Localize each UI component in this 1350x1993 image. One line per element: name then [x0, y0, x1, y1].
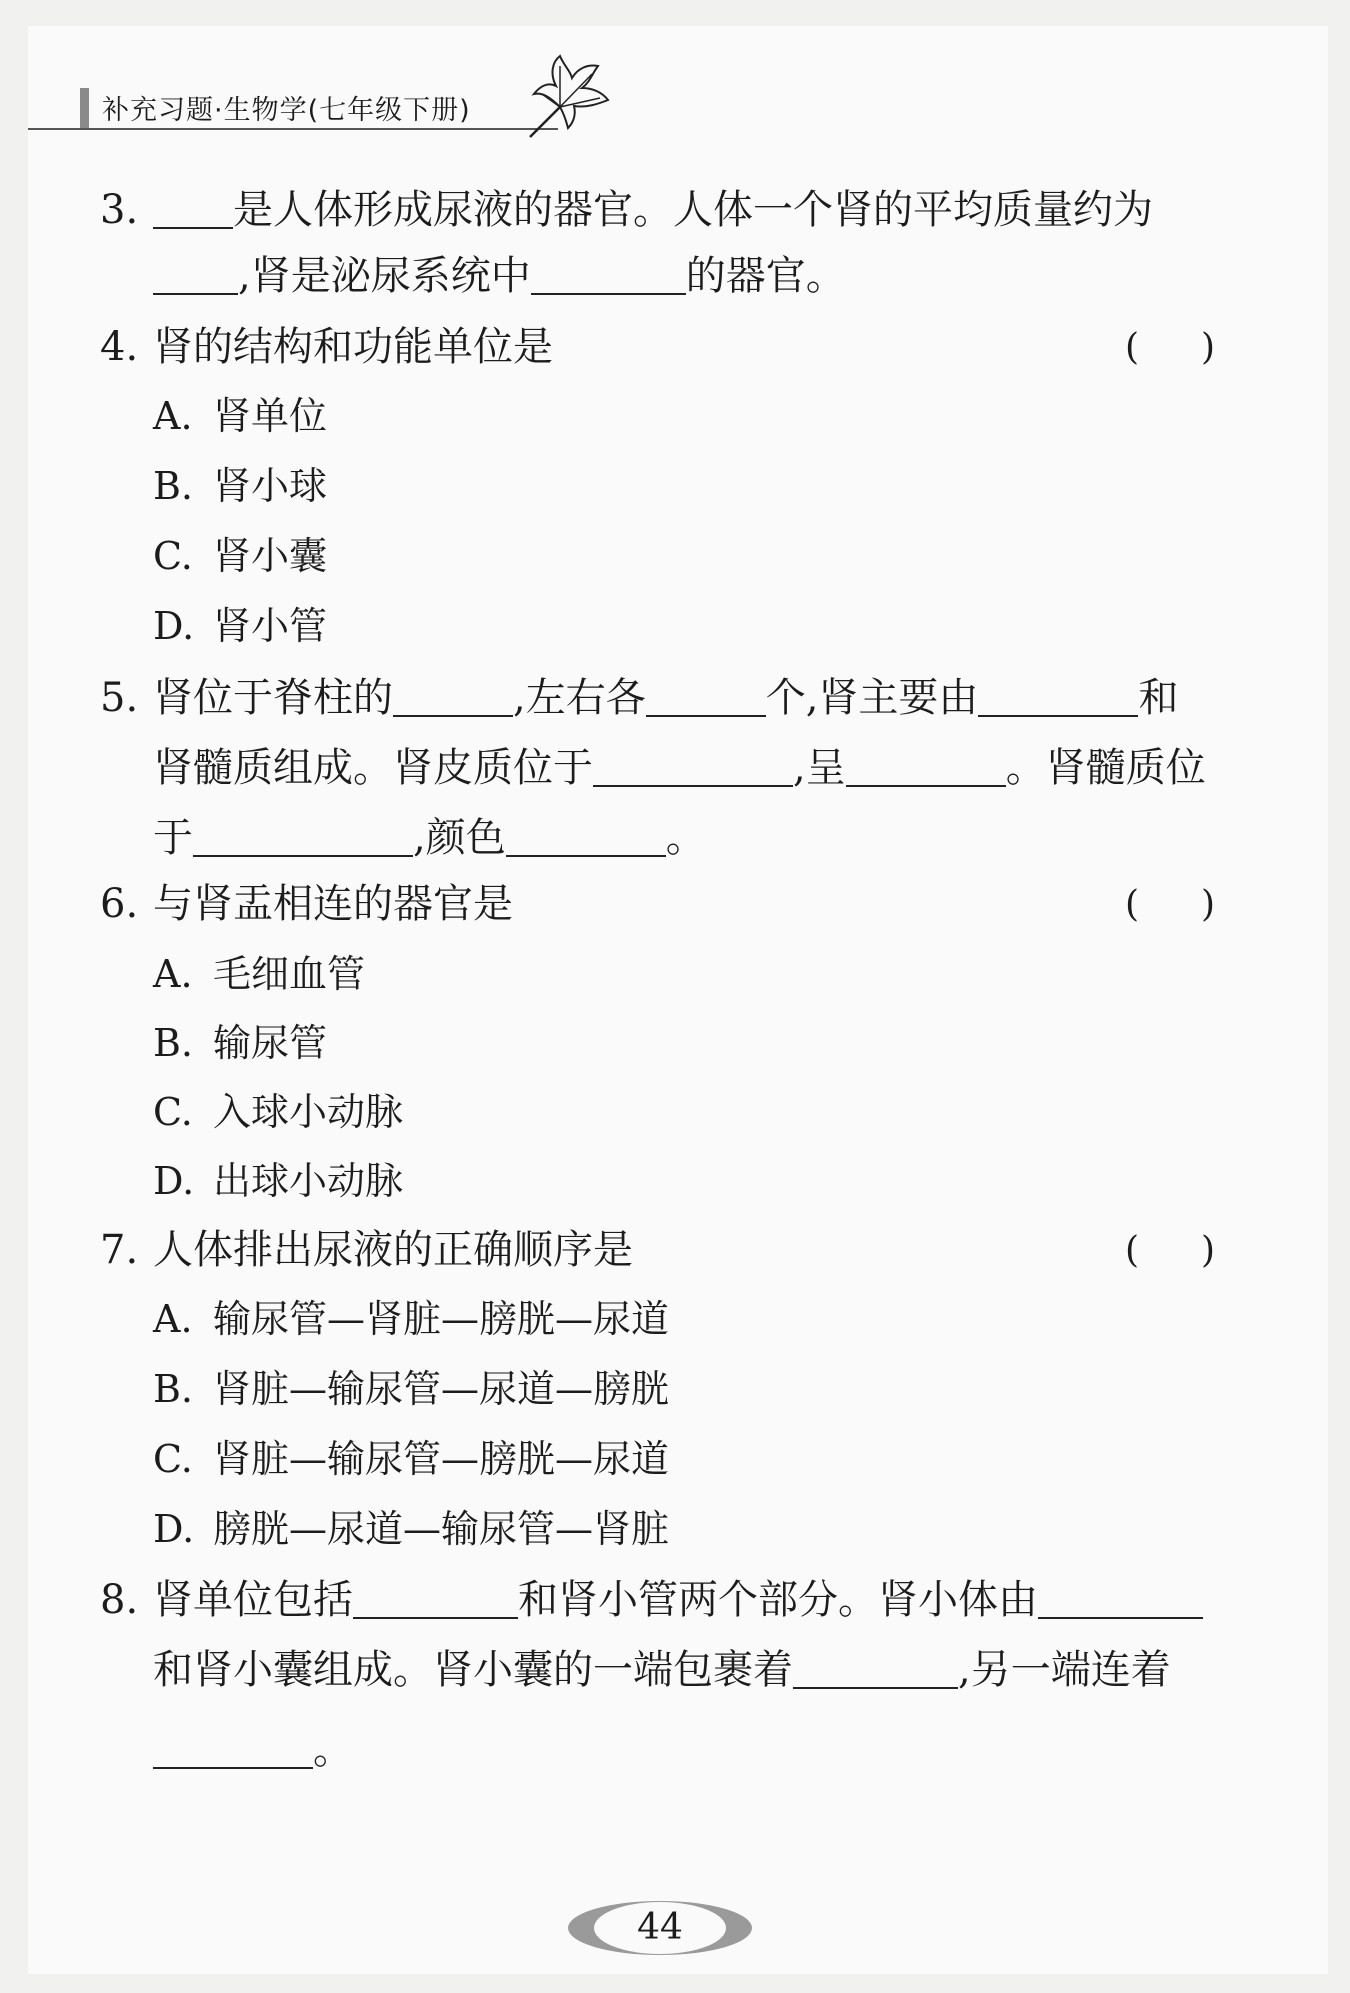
answer-blank[interactable] — [978, 681, 1138, 717]
option-a[interactable]: A. 肾单位 — [153, 394, 328, 438]
option-b[interactable]: B. 肾脏—输尿管—尿道—膀胱 — [153, 1367, 670, 1411]
answer-blank[interactable] — [393, 681, 513, 717]
question-text: ,肾是泌尿系统中 — [238, 253, 531, 299]
header-bar — [80, 88, 89, 128]
question-number: 5. — [100, 675, 139, 721]
option-a[interactable]: A. 输尿管—肾脏—膀胱—尿道 — [153, 1297, 670, 1341]
question-number: 6. — [100, 881, 139, 927]
option-a[interactable]: A. 毛细血管 — [153, 952, 366, 996]
question-4-stem — [100, 324, 553, 370]
answer-blank[interactable] — [1038, 1583, 1203, 1619]
answer-blank[interactable] — [153, 193, 233, 229]
question-number: 4. — [100, 324, 139, 370]
header-title: 补充习题·生物学(七年级下册) — [102, 95, 471, 126]
answer-blank[interactable] — [353, 1583, 518, 1619]
question-5-line-3: 于 ,颜色 。 — [153, 815, 706, 861]
option-d[interactable]: D. 肾小管 — [153, 604, 328, 648]
header-rule — [28, 128, 558, 130]
option-c[interactable]: C. 肾小囊 — [153, 534, 328, 578]
answer-blank[interactable] — [153, 259, 238, 295]
page-number: 44 — [637, 1907, 683, 1948]
answer-parentheses[interactable]: ( ) — [1125, 884, 1216, 925]
answer-blank[interactable] — [531, 259, 686, 295]
answer-blank[interactable] — [793, 1653, 958, 1689]
question-number: 3. — [100, 187, 139, 233]
answer-blank[interactable] — [593, 751, 793, 787]
question-6-stem — [100, 881, 513, 927]
question-5-line-1: 5. 肾位于脊柱的 ,左右各 个,肾主要由 和 — [100, 675, 1179, 721]
question-number: 7. — [100, 1227, 139, 1273]
answer-blank[interactable] — [193, 821, 413, 857]
answer-blank[interactable] — [506, 821, 666, 857]
question-text: 是人体形成尿液的器官。人体一个肾的平均质量约为 — [233, 187, 1153, 233]
leaf-icon — [520, 52, 615, 142]
answer-blank[interactable] — [846, 751, 1006, 787]
question-text: 人体排出尿液的正确顺序是 — [153, 1227, 633, 1273]
answer-parentheses[interactable]: ( ) — [1125, 1230, 1216, 1271]
question-text: 的器官。 — [685, 253, 846, 299]
answer-blank[interactable] — [646, 681, 766, 717]
question-text: 与肾盂相连的器官是 — [153, 881, 513, 927]
question-3-line-1 — [100, 187, 1153, 233]
question-number: 8. — [100, 1577, 139, 1623]
question-8-line-3: 。 — [153, 1730, 353, 1770]
option-c[interactable]: C. 肾脏—输尿管—膀胱—尿道 — [153, 1437, 670, 1481]
question-text: 肾的结构和功能单位是 — [153, 324, 553, 370]
option-d[interactable]: D. 膀胱—尿道—输尿管—肾脏 — [153, 1507, 670, 1551]
answer-blank[interactable] — [153, 1733, 313, 1769]
option-c[interactable]: C. 入球小动脉 — [153, 1090, 404, 1134]
question-8-line-2: 和肾小囊组成。肾小囊的一端包裹着 ,另一端连着 — [153, 1647, 1171, 1693]
question-5-line-2: 肾髓质组成。肾皮质位于 ,呈 。肾髓质位 — [153, 745, 1206, 791]
option-b[interactable]: B. 肾小球 — [153, 464, 328, 508]
answer-parentheses[interactable]: ( ) — [1125, 327, 1216, 368]
option-d[interactable]: D. 出球小动脉 — [153, 1159, 404, 1203]
option-b[interactable]: B. 输尿管 — [153, 1021, 328, 1065]
question-3-line-2 — [153, 253, 846, 299]
question-7-stem — [100, 1227, 633, 1273]
question-8-line-1: 8. 肾单位包括 和肾小管两个部分。肾小体由 — [100, 1580, 1203, 1620]
